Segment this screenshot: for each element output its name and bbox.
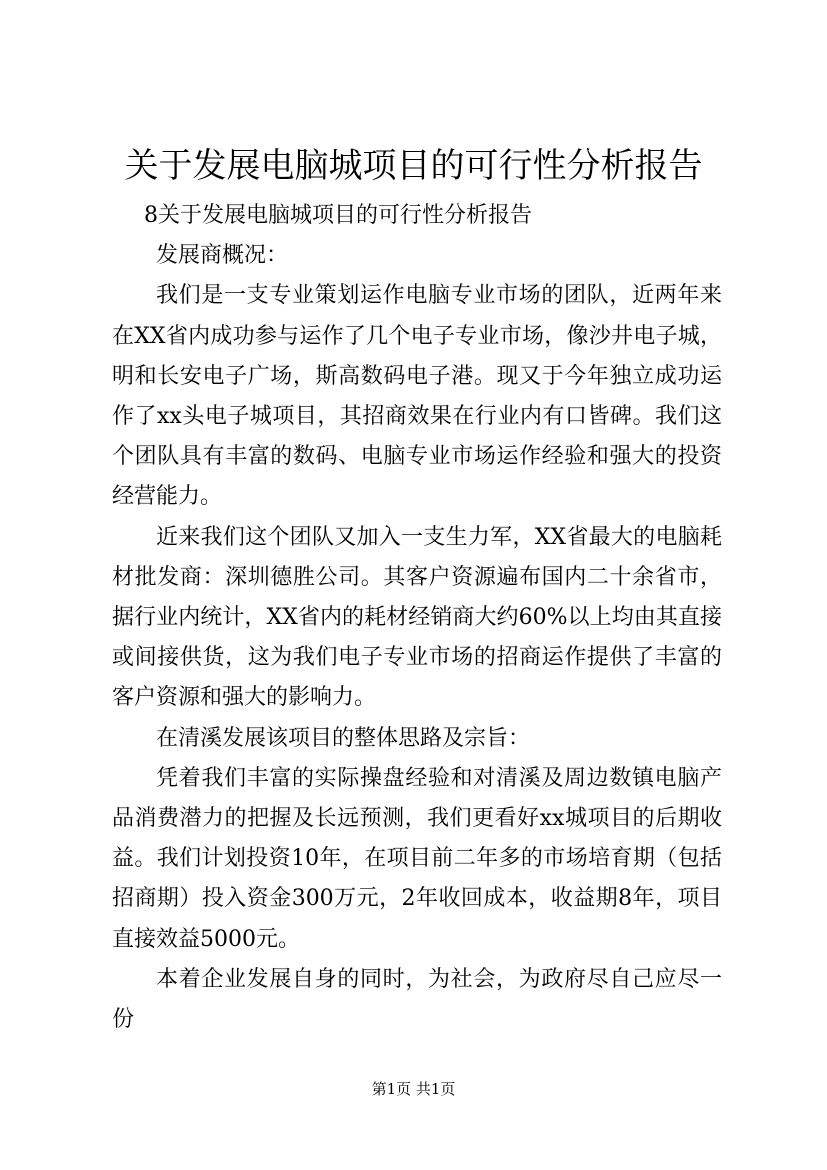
- section-heading-developer: 发展商概况：: [156, 243, 289, 269]
- paragraph-social-responsibility: 本着企业发展自身的同时，为社会，为政府尽自己应尽一份: [112, 966, 722, 1033]
- paragraph-new-partner: 近来我们这个团队又加入一支生力军，XX省最大的电脑耗材批发商：深圳德胜公司。其客户资源遍布国内二十余省市，据行业内统计，XX省内的耗材经销商大约60%以上均由其直接或间接供货，这为我们电子专业市场的招商运作提供了丰富的客户资源和强大的影响力。: [112, 524, 722, 711]
- document-body: [112, 196, 722, 1040]
- paragraph-investment-plan: 凭着我们丰富的实际操盘经验和对清溪及周边数镇电脑产品消费潜力的把握及长远预测，我们更看好xx城项目的后期收益。我们计划投资10年，在项目前二年多的市场培育期（包括招商期）投入资金300万元，2年收回成本，收益期8年，项目直接效益5000元。: [112, 765, 722, 952]
- document-title: 关于发展电脑城项目的可行性分析报告: [124, 146, 703, 186]
- subtitle-paragraph: 8关于发展电脑城项目的可行性分析报告: [144, 203, 532, 228]
- page-footer: 第1页 共1页: [371, 1080, 456, 1098]
- paragraph-team-intro: 我们是一支专业策划运作电脑专业市场的团队，近两年来在XX省内成功参与运作了几个电子专业市场，像沙井电子城，明和长安电子广场，斯高数码电子港。现又于今年独立成功运作了xx头电子城项目，其招商效果在行业内有口皆碑。我们这个团队具有丰富的数码、电脑专业市场运作经验和强大的投资经营能力。: [112, 283, 722, 510]
- section-heading-strategy: 在清溪发展该项目的整体思路及宗旨：: [156, 725, 531, 751]
